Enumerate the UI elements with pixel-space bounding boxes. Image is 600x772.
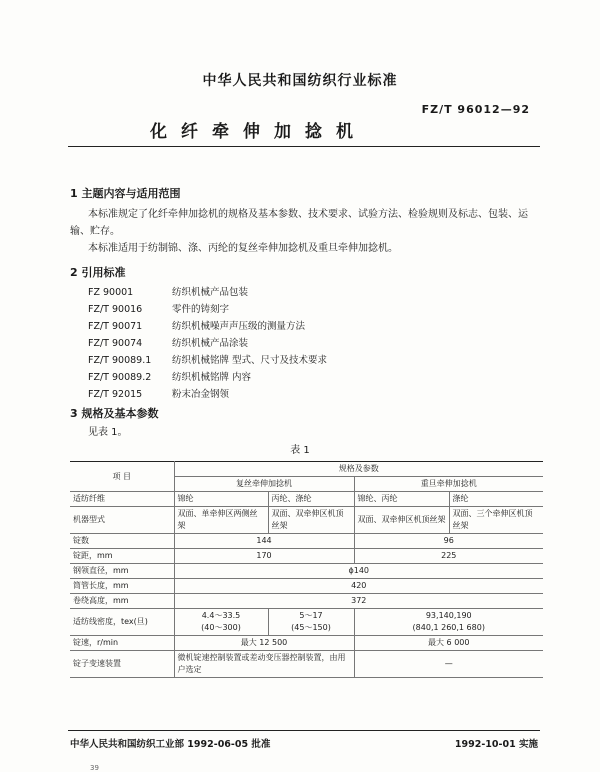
table-row bbox=[70, 609, 543, 636]
table-row bbox=[70, 462, 543, 477]
table-row bbox=[70, 636, 543, 651]
reference-item: FZ 90001 纺织机械产品包装 bbox=[88, 287, 249, 298]
reference-item: FZ/T 90089.1 纺织机械铭牌 型式、尺寸及技术要求 bbox=[88, 355, 328, 366]
reference-item: FZ/T 92015 粉末冶金钢领 bbox=[88, 389, 230, 400]
table-cell: 96 bbox=[354, 534, 543, 549]
table-cell: 144 bbox=[174, 534, 354, 549]
effective-date: 1992-10-01 实施 bbox=[454, 739, 538, 750]
table-row bbox=[70, 594, 543, 609]
table-cell: 双面、双牵伸区机顶丝架 bbox=[268, 507, 354, 534]
table-cell: 4.4～33.5 (40～300) bbox=[174, 609, 268, 636]
table-cell: 93,140,190 (840,1 260,1 680) bbox=[354, 609, 543, 636]
footer-rule bbox=[68, 730, 540, 731]
row-label: 锭数 bbox=[70, 534, 174, 549]
table-cell: 丙纶、涤纶 bbox=[268, 492, 354, 507]
table-cell: 双面、三个牵伸区机顶丝架 bbox=[449, 507, 543, 534]
reference-item: FZ/T 90071 纺织机械噪声声压级的测量方法 bbox=[88, 321, 306, 332]
document-title: 化纤牵伸加捻机 bbox=[150, 122, 367, 142]
section-1-para-2: 本标准适用于纺制锦、涤、丙纶的复丝牵伸加捻机及重旦牵伸加捻机。 bbox=[88, 243, 398, 254]
row-label: 卷绕高度，mm bbox=[70, 594, 174, 609]
see-table-text: 见表 1。 bbox=[88, 427, 128, 438]
table-cell: 微机锭速控制装置或差动变压器控制装置，由用户选定 bbox=[174, 651, 354, 678]
row-label: 锭速，r/min bbox=[70, 636, 174, 651]
row-label: 适纺纤维 bbox=[70, 492, 174, 507]
table-row bbox=[70, 492, 543, 507]
issuing-organization: 中华人民共和国纺织行业标准 bbox=[202, 73, 398, 89]
table-cell: 5～17 (45～150) bbox=[268, 609, 354, 636]
table-cell: ϕ140 bbox=[174, 564, 543, 579]
section-1-heading: 1 主题内容与适用范围 bbox=[70, 187, 181, 200]
approval-line: 中华人民共和国纺织工业部 1992-06-05 批准 bbox=[70, 739, 271, 750]
reference-item: FZ/T 90074 纺织机械产品涂装 bbox=[88, 338, 249, 349]
table-cell: 双面、双牵伸区机顶丝架 bbox=[354, 507, 449, 534]
spec-table bbox=[70, 461, 543, 678]
row-label: 锭子变速装置 bbox=[70, 651, 174, 678]
table-row bbox=[70, 651, 543, 678]
row-label: 适纺线密度，tex(旦) bbox=[70, 609, 174, 636]
table-row bbox=[70, 534, 543, 549]
section-3-heading: 3 规格及基本参数 bbox=[70, 407, 159, 420]
table-cell: 锦纶、丙纶 bbox=[354, 492, 449, 507]
section-2-heading: 2 引用标准 bbox=[70, 266, 126, 279]
table-cell: 225 bbox=[354, 549, 543, 564]
table-row bbox=[70, 549, 543, 564]
table-cell: 170 bbox=[174, 549, 354, 564]
section-1-para-1-line-2: 输、贮存。 bbox=[70, 226, 120, 237]
table-cell: — bbox=[354, 651, 543, 678]
item-header: 项 目 bbox=[70, 462, 174, 492]
header-rule bbox=[68, 146, 540, 147]
row-label: 锭距，mm bbox=[70, 549, 174, 564]
params-header: 规格及参数 bbox=[174, 462, 543, 477]
section-1-para-1-line-1: 本标准规定了化纤牵伸加捻机的规格及基本参数、技术要求、试验方法、检验规则及标志、包装、运 bbox=[88, 209, 528, 220]
reference-item: FZ/T 90016 零件的铸刻字 bbox=[88, 304, 230, 315]
table-cell: 最大 12 500 bbox=[174, 636, 354, 651]
reference-list bbox=[88, 284, 327, 403]
page-number: 39 bbox=[90, 764, 99, 772]
group-heavy-header: 重旦牵伸加捻机 bbox=[354, 477, 543, 492]
reference-item: FZ/T 90089.2 纺织机械铭牌 内容 bbox=[88, 372, 252, 383]
table-cell: 372 bbox=[174, 594, 543, 609]
table-row bbox=[70, 579, 543, 594]
table-cell: 双面、单牵伸区两侧丝架 bbox=[174, 507, 268, 534]
row-label: 钢领直径，mm bbox=[70, 564, 174, 579]
table-cell: 涤纶 bbox=[449, 492, 543, 507]
row-label: 筒管长度，mm bbox=[70, 579, 174, 594]
table-cell: 锦纶 bbox=[174, 492, 268, 507]
table-cell: 最大 6 000 bbox=[354, 636, 543, 651]
table-row bbox=[70, 507, 543, 534]
table-row bbox=[70, 564, 543, 579]
table-cell: 420 bbox=[174, 579, 543, 594]
row-label: 机器型式 bbox=[70, 507, 174, 534]
table-caption: 表 1 bbox=[290, 445, 310, 456]
standard-number: FZ/T 96012—92 bbox=[421, 103, 530, 116]
group-multi-header: 复丝牵伸加捻机 bbox=[174, 477, 354, 492]
